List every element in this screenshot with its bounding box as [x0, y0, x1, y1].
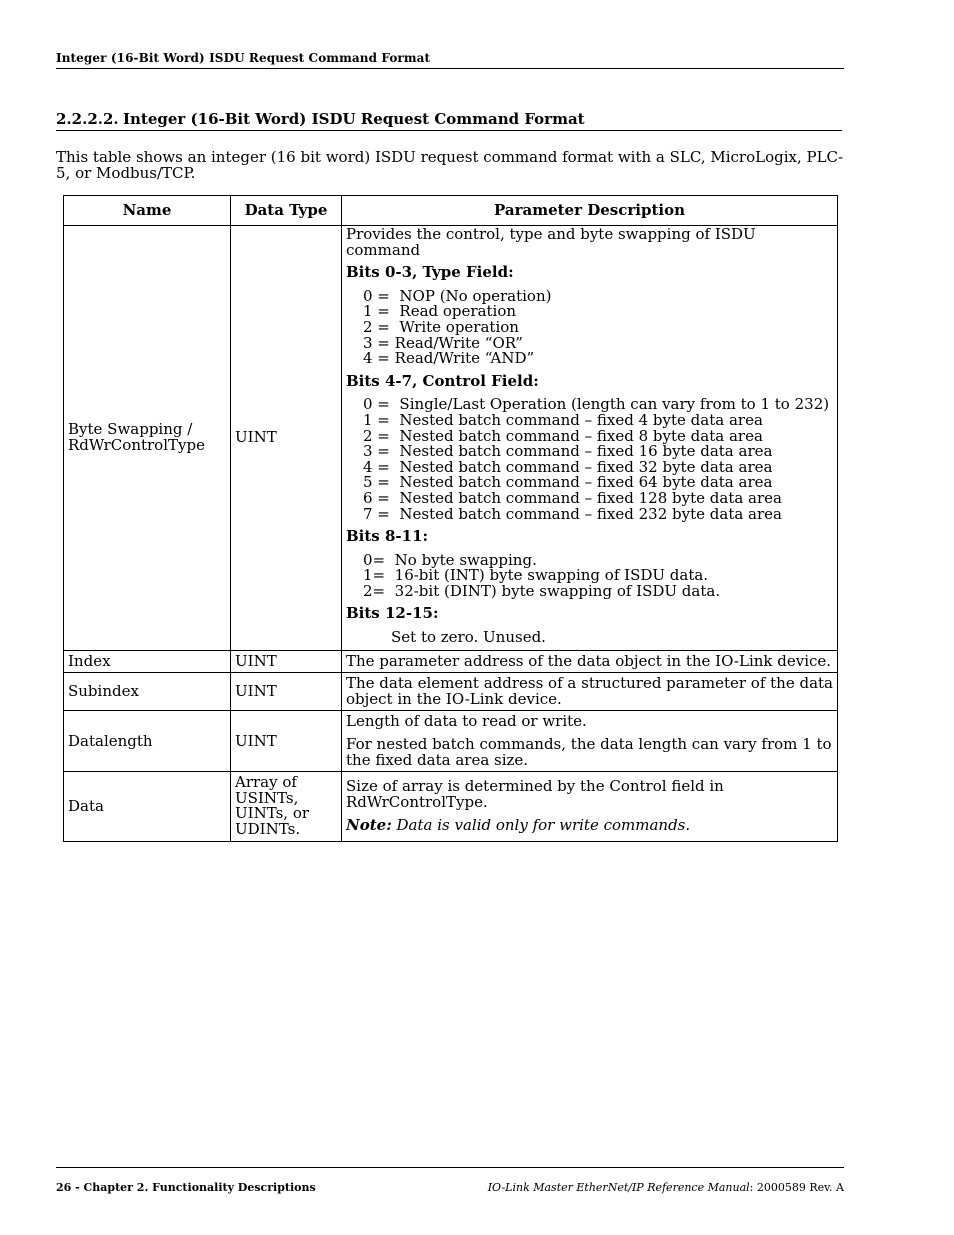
note-text: Data is valid only for write commands. [391, 816, 691, 835]
column-header-data-type: Data Type [231, 196, 342, 226]
list-item: 3 = Nested batch command – fixed 16 byte data area [363, 442, 773, 461]
list-item: 2= 32-bit (DINT) byte swapping of ISDU data. [363, 581, 721, 600]
table-header-row [64, 196, 838, 226]
cell-name [64, 226, 231, 651]
bits-4-7-heading: Bits 4-7, Control Field: [346, 371, 539, 390]
bits-8-11-heading: Bits 8-11: [346, 527, 429, 546]
bits-12-15-heading: Bits 12-15: [346, 604, 439, 623]
note [346, 818, 833, 834]
footer-page-label: 26 - Chapter 2. Functionality Descriptions [56, 1181, 316, 1194]
manual-title: IO-Link Master EtherNet/IP Reference Manual [487, 1181, 750, 1194]
type-line: Array of [235, 773, 297, 792]
cell-name: Datalength [64, 711, 231, 772]
manual-revision: : 2000589 Rev. A [749, 1181, 844, 1194]
bits-0-3-list [363, 286, 833, 368]
cell-description [342, 772, 838, 841]
running-header: Integer (16-Bit Word) ISDU Request Command Format [56, 51, 844, 69]
cell-name: Subindex [64, 673, 231, 711]
list-item: 2 = Nested batch command – fixed 8 byte data area [363, 426, 763, 445]
name-line: Byte Swapping / [68, 420, 193, 439]
isdu-parameter-table [63, 195, 838, 842]
cell-type: UINT [231, 711, 342, 772]
cell-type: UINT [231, 226, 342, 651]
cell-type: UINT [231, 650, 342, 673]
list-item: 5 = Nested batch command – fixed 64 byte data area [363, 473, 773, 492]
note-label: Note: [346, 816, 392, 835]
bits-12-15-text: Set to zero. Unused. [391, 628, 546, 647]
name-line: RdWrControlType [68, 435, 205, 454]
description-line: Length of data to read or write. [346, 712, 587, 731]
cell-type: UINT [231, 673, 342, 711]
cell-type [231, 772, 342, 841]
section-number: 2.2.2.2. [56, 110, 119, 128]
cell-description [342, 711, 838, 772]
list-item: 0 = NOP (No operation) [363, 286, 552, 305]
list-item: 4 = Read/Write “AND” [363, 349, 535, 368]
list-item: 2 = Write operation [363, 317, 519, 336]
list-item: 3 = Read/Write “OR” [363, 333, 523, 352]
list-item: 4 = Nested batch command – fixed 32 byte data area [363, 457, 773, 476]
list-item: 0 = Single/Last Operation (length can vary from to 1 to 232) [363, 395, 830, 414]
cell-description [342, 226, 838, 651]
column-header-name: Name [64, 196, 231, 226]
table-row-byte-swapping [64, 226, 838, 651]
cell-description: The parameter address of the data object in the IO-Link device. [342, 650, 838, 673]
list-item: 1 = Nested batch command – fixed 4 byte data area [363, 410, 763, 429]
list-item: 1= 16-bit (INT) byte swapping of ISDU data. [363, 566, 709, 585]
footer-divider [56, 1167, 844, 1168]
table-row-datalength [64, 711, 838, 772]
column-header-description: Parameter Description [342, 196, 838, 226]
bits-0-3-heading: Bits 0-3, Type Field: [346, 263, 514, 282]
section-title: Integer (16-Bit Word) ISDU Request Command Format [123, 110, 585, 128]
cell-name: Index [64, 650, 231, 673]
type-line: UDINTs. [235, 820, 301, 838]
list-item: 6 = Nested batch command – fixed 128 byte data area [363, 488, 782, 507]
list-item: 1 = Read operation [363, 302, 517, 321]
list-item: 7 = Nested batch command – fixed 232 byte data area [363, 504, 782, 523]
table-row-data [64, 772, 838, 841]
intro-paragraph: This table shows an integer (16 bit word) ISDU request command format with a SLC, MicroLogix, PLC-5, or Modbus/TCP. [56, 148, 844, 182]
section-heading [56, 110, 842, 131]
description-intro: Provides the control, type and byte swapping of ISDU command [346, 225, 756, 259]
description-line: Size of array is determined by the Control field in RdWrControlType. [346, 777, 724, 811]
table-row-subindex [64, 673, 838, 711]
description-line: For nested batch commands, the data length can vary from 1 to the fixed data area size. [346, 735, 832, 769]
type-line: USINTs, [235, 788, 299, 807]
table-row-index [64, 650, 838, 673]
cell-description: The data element address of a structured parameter of the data object in the IO-Link device. [342, 673, 838, 711]
bits-4-7-list [363, 397, 833, 522]
list-item: 0= No byte swapping. [363, 550, 537, 569]
bits-8-11-list [363, 550, 833, 600]
footer-manual-title [488, 1181, 844, 1194]
cell-name: Data [64, 772, 231, 841]
type-line: UINTs, or [235, 804, 310, 823]
